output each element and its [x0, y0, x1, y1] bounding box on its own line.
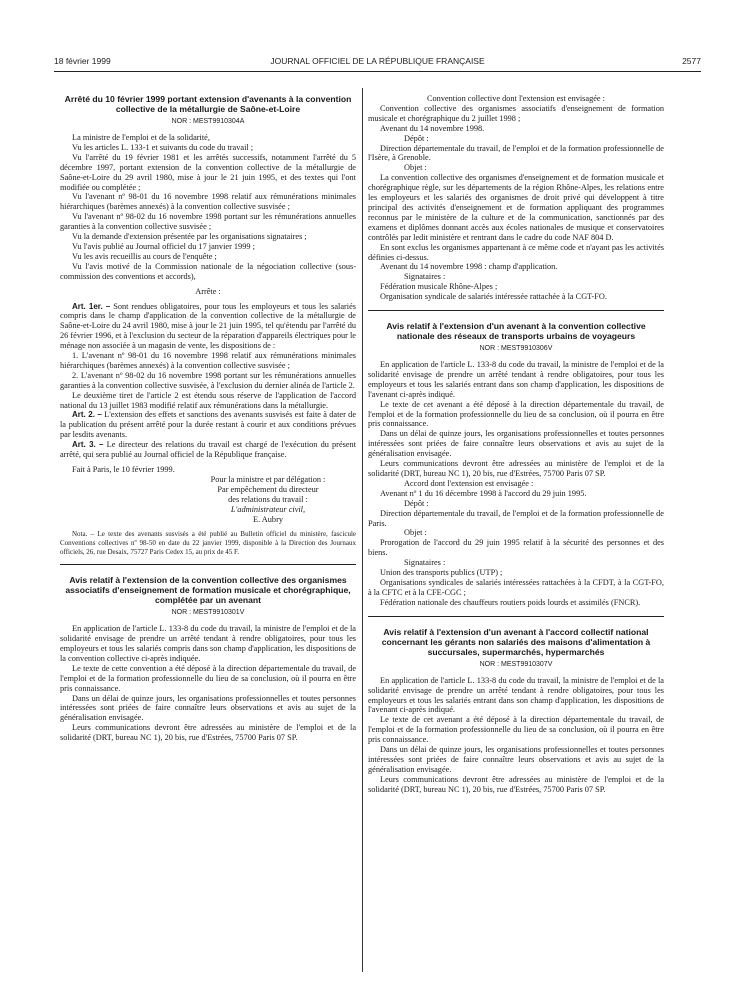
paragraph: La convention collective des organismes d'enseignement et de formation musicale et chorégraphique règle, sur les départements de la région Rhône-Alpes, les relations entre les employeurs et les salariés des organismes de droit privé qui développent à titre principal des activités d'enseignement et de formation appliquant des programmes reconnus par le ministère de la culture et de la communication, sanctionnés par des examens et diplômes donnant accès aux écoles nationales de musique et conservatoires contrôlés par ledit ministère et rentrant dans le cadre du code NAF 804 D.	[368, 173, 664, 242]
paragraph: Vu les articles L. 133-1 et suivants du code du travail ;	[72, 142, 254, 152]
section-rule	[368, 616, 664, 617]
paragraph: En application de l'article L. 133-8 du code du travail, la ministre de l'emploi et de la solidarité envisage de prendre un arrêté tendant à rendre obligatoires, pour tous les employeurs et tous les salariés entrant dans son champ d'application, les dispositions de l'avenant ci-après indiqué.	[368, 675, 664, 715]
nor-reference: NOR : MEST9910304A	[171, 118, 245, 125]
subheading: Dépôt :	[404, 498, 429, 508]
signature-line: Pour la ministre et par délégation :	[210, 474, 326, 484]
paragraph: Dans un délai de quinze jours, les organisations professionnelles et toutes personnes intéressées sont priées de faire connaître leurs observations et avis au sujet de la généralisation envisagée.	[60, 693, 356, 723]
paragraph: Fédération nationale des chauffeurs routiers poids lourds et assimilés (FNCR).	[380, 597, 641, 607]
article-title: Arrêté du 10 février 1999 portant extension d'avenants à la convention collective de la métallurgie de Saône-et-Loire	[64, 94, 352, 114]
paragraph: Avenant du 14 novembre 1998 : champ d'application.	[380, 262, 558, 272]
paragraph: Leurs communications devront être adressées au ministère de l'emploi et de la solidarité (DRT, bureau NC 1), 20 bis, rue d'Estrées, 75700 Paris 07 SP.	[60, 723, 356, 743]
signature-block	[180, 475, 356, 525]
paragraph: Union des transports publics (UTP) ;	[380, 568, 503, 578]
subheading: Objet :	[404, 163, 427, 173]
paragraph: Dans un délai de quinze jours, les organisations professionnelles et toutes personnes intéressées sont priées de faire connaître leurs observations et avis au sujet de la généralisation envisagée.	[368, 429, 664, 459]
paragraph: Vu les avis recueillis au cours de l'enquête ;	[72, 251, 217, 261]
paragraph: Convention collective des organismes associatifs d'enseignement de formation musicale et chorégraphique du 2 juillet 1998 ;	[368, 103, 664, 123]
paragraph: Fédération musicale Rhône-Alpes ;	[380, 282, 498, 292]
paragraph: Leurs communications devront être adressées au ministère de l'emploi et de la solidarité (DRT, bureau NC 1), 20 bis, rue d'Estrées, 75700 Paris 07 SP.	[368, 459, 664, 478]
paragraph: Le texte de cet avenant a été déposé à la direction départementale du travail, de l'emploi et de la formation professionnelle du lieu de sa conclusion, où il pourra en être pris connaissance.	[368, 715, 664, 745]
avis-musique	[60, 575, 356, 743]
article-title: Avis relatif à l'extension d'un avenant à la convention collective nationale des réseaux de transports urbains de voyageurs	[386, 321, 646, 342]
header-page-number: 2577	[682, 56, 701, 66]
nor-reference: NOR : MEST9910307V	[479, 660, 553, 668]
paragraph: Vu l'avenant nº 98-02 du 16 novembre 1998 portant sur les rémunérations annuelles garanties à la convention collective susvisée ;	[60, 212, 356, 232]
arrete-metallurgie	[60, 94, 356, 556]
paragraph: Le texte de cet avenant a été déposé à la direction départementale du travail, de l'emploi et de la formation professionnelle du lieu de sa conclusion, où il pourra en être pris connaissance.	[368, 399, 664, 429]
paragraph: Le deuxième tiret de l'article 2 est étendu sous réserve de l'application de l'accord national du 13 juillet 1983 modifié relatif aux rémunérations dans la métallurgie.	[60, 390, 356, 410]
nota-note: Nota. – Le texte des avenants susvisés a été publié au Bulletin officiel du ministère, fascicule Conventions collectives nº 98-50 en date du 22 janvier 1999, disponible à la Direction des Journaux officiels, 26, rue Desaix, 75727 Paris Cedex 15, au prix de 45 F.	[60, 530, 356, 556]
article-label: Art. 2. –	[72, 410, 102, 420]
date-place: Fait à Paris, le 10 février 1999.	[72, 465, 175, 474]
paragraph: En application de l'article L. 133-8 du code du travail, la ministre de l'emploi et de la solidarité envisage de prendre un arrêté tendant à rendre obligatoires, pour tous les employeurs et tous les salariés compris dans son champ d'application, les dispositions de la convention collective ci-après indiquée.	[60, 624, 356, 663]
subheading: Dépôt :	[404, 133, 429, 143]
paragraph: Le texte de cette convention a été déposé à la direction départementale du travail, de l'emploi et de la formation professionnelle du lieu de sa conclusion, où il pourra en être pris connaissance.	[60, 663, 356, 693]
paragraph: Vu la demande d'extension présentée par les organisations signataires ;	[72, 232, 307, 242]
paragraph: Dans un délai de quinze jours, les organisations professionnelles et toutes personnes intéressées sont priées de faire connaître leurs observations et avis au sujet de la généralisation envisagée.	[368, 745, 664, 774]
paragraph: Vu l'avis motivé de la Commission nationale de la négociation collective (sous-commission des conventions et accords),	[60, 261, 356, 281]
article-text: L'extension des effets et sanctions des avenants susvisés est faite à dater de la publication du présent arrêté pour la durée restant à courir et aux conditions prévues par lesdits avenants.	[60, 410, 356, 440]
avis-alimentation	[368, 627, 664, 795]
header-date: 18 février 1999	[54, 56, 111, 66]
left-column	[60, 94, 356, 984]
paragraph: Prorogation de l'accord du 29 juin 1995 relatif à la sécurité des personnes et des biens.	[368, 538, 664, 558]
paragraph: La ministre de l'emploi et de la solidarité,	[72, 133, 210, 142]
avis-transports	[368, 321, 664, 608]
signature-line: des relations du travail :	[228, 494, 308, 504]
signature-line: L'administrateur civil,	[230, 504, 306, 514]
paragraph: Organisation syndicale de salariés intéressée rattachée à la CGT-FO.	[380, 292, 607, 302]
article-3	[60, 440, 356, 460]
section-rule	[60, 564, 356, 565]
paragraph: Avenant du 14 novembre 1998.	[380, 123, 485, 133]
avis-musique-suite	[368, 94, 664, 302]
paragraph: Leurs communications devront être adressées au ministère de l'emploi et de la solidarité (DRT, bureau NC 1), 20 bis, rue d'Estrées, 75700 Paris 07 SP.	[368, 774, 664, 794]
subheading: Accord dont l'extension est envisagée :	[404, 478, 534, 488]
article-title: Avis relatif à l'extension de la convention collective des organismes associatifs d'enseignement de formation musicale et chorégraphique, complétée par un avenant	[65, 575, 351, 606]
paragraph: Vu l'avenant nº 98-01 du 16 novembre 1998 relatif aux rémunérations minimales hiérarchiques (barèmes annexés) à la convention collective susvisée ;	[60, 192, 356, 212]
article-text: Sont rendues obligatoires, pour tous les employeurs et tous les salariés compris dans le champ d'application de la convention collective de la métallurgie de Saône-et-Loire du 24 avril 1980, mise à jour le 21 juin 1995, tel qu'étendu par l'arrêté du 26 février 1996, et à l'exclusion du secteur de la réparation d'appareils électriques pour le ménage non associée à un magasin de vente, les dispositions de :	[60, 301, 356, 351]
signatory-name: E. Aubry	[253, 514, 283, 524]
subheading: Signataires :	[404, 558, 446, 568]
paragraph: Convention collective dont l'extension est envisagée :	[427, 94, 605, 103]
column-divider	[362, 88, 363, 972]
subheading: Signataires :	[404, 272, 446, 282]
paragraph: Vu l'avis publié au Journal officiel du 17 janvier 1999 ;	[72, 241, 255, 251]
article-text: Le directeur des relations du travail est chargé de l'exécution du présent arrêté, qui sera publié au Journal officiel de la République française.	[60, 440, 356, 460]
header-journal-title: JOURNAL OFFICIEL DE LA RÉPUBLIQUE FRANÇAISE	[270, 56, 485, 66]
paragraph: En application de l'article L. 133-8 du code du travail, la ministre de l'emploi et de la solidarité envisage de prendre un arrêté tendant à rendre obligatoires, pour tous les employeurs et tous les salariés entrant dans son champ d'application, les dispositions de l'avenant ci-après indiqué.	[368, 360, 664, 399]
paragraph: Vu l'arrêté du 19 février 1981 et les arrêtés successifs, notamment l'arrêté du 5 décembre 1997, portant extension de la convention collective de la métallurgie de Saône-et-Loire du 29 avril 1980, mise à jour le 21 juin 1995, et des textes qui l'ont modifiée ou complétée ;	[60, 152, 356, 192]
right-column	[368, 94, 664, 984]
article-label: Art. 1er. –	[72, 301, 111, 311]
article-1	[60, 302, 356, 352]
paragraph: En sont exclus les organismes appartenant à ce même code et n'ayant pas les activités définies ci-dessus.	[368, 242, 664, 262]
list-item: 2. L'avenant nº 98-02 du 16 novembre 1998 portant sur les rémunérations annuelles garanties à la convention collective susvisée, à l'exclusion du dernier alinéa de l'article 2.	[60, 370, 356, 390]
paragraph: Avenant nº 1 du 16 décembre 1998 à l'accord du 29 juin 1995.	[380, 488, 587, 498]
article-2	[60, 410, 356, 440]
section-rule	[368, 310, 664, 311]
nor-reference: NOR : MEST9910306V	[479, 345, 553, 353]
paragraph: Organisations syndicales de salariés intéressées rattachées à la CFDT, à la CGT-FO, à la CFTC et à la CFE-CGC ;	[368, 577, 664, 597]
article-title: Avis relatif à l'extension d'un avenant à l'accord collectif national concernant les gérants non salariés des maisons d'alimentation à succursales, supermarchés, hypermarchés	[381, 626, 651, 657]
arrete-heading: Arrête :	[195, 286, 221, 296]
paragraph: Direction départementale du travail, de l'emploi et de la formation professionnelle de Paris.	[368, 508, 664, 528]
subheading: Objet :	[404, 528, 427, 538]
list-item: 1. L'avenant nº 98-01 du 16 novembre 1998 relatif aux rémunérations minimales hiérarchiques (barèmes annexés) à la convention collective susvisée ;	[60, 351, 356, 370]
nor-reference: NOR : MEST9910301V	[171, 609, 245, 617]
page-header	[54, 56, 701, 70]
article-label: Art. 3. –	[72, 440, 104, 450]
paragraph: Direction départementale du travail, de l'emploi et de la formation professionnelle de l'Isère, à Grenoble.	[368, 143, 664, 163]
header-rule	[54, 71, 701, 72]
signature-line: Par empêchement du directeur	[217, 484, 319, 494]
